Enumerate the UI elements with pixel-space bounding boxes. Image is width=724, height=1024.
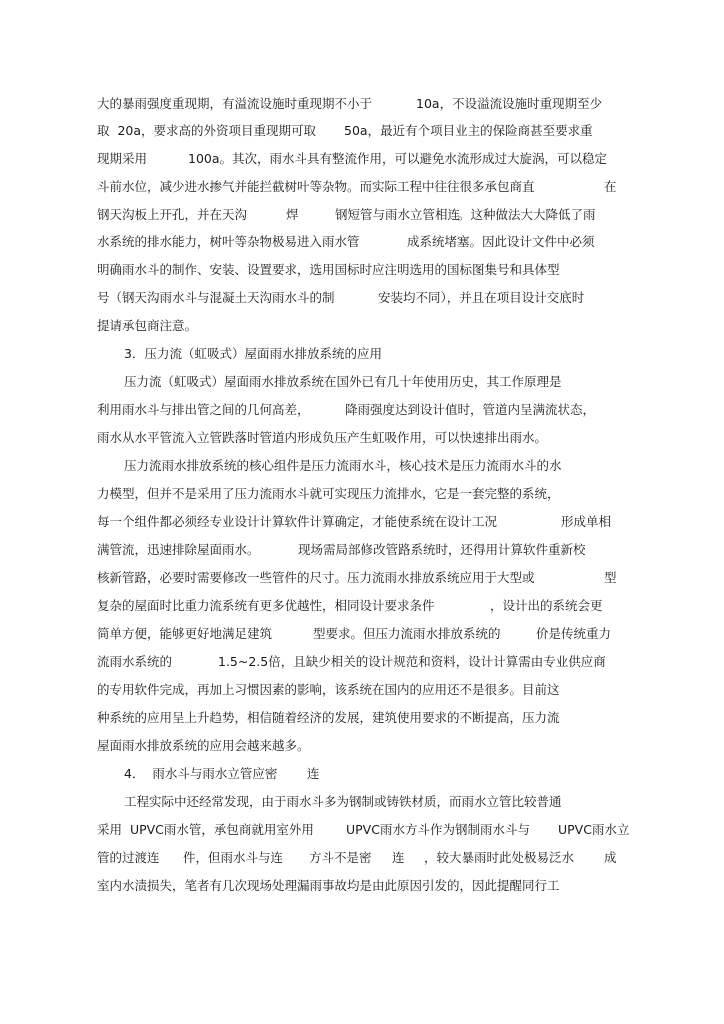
text-segment: 核新管路，必要时需要修改一些管件的尺寸。压力流雨水排放系统应用于大型或 — [97, 570, 535, 585]
text-segment: UPVC雨水方斗作为钢制雨水斗与 — [346, 822, 530, 837]
text-segment: 种系统的应用呈上升趋势，相信随着经济的发展，建筑使用要求的不断提高，压力流 — [97, 710, 560, 725]
text-segment: 斗前水位，减少进水掺气并能拦截树叶等杂物。而实际工程中往往很多承包商直 — [97, 179, 535, 194]
text-segment: 现场需局部修改管路系统时，还得用计算软件重新校 — [298, 542, 586, 557]
text-segment: 成 — [604, 850, 617, 865]
text-segment: 压力流（虹吸式）屋面雨水排放系统在国外已有几十年使用历史，其工作原理是 — [124, 374, 562, 389]
text-segment: 简单方便，能够更好地满足建筑 — [97, 626, 273, 641]
text-line — [0, 284, 724, 311]
text-segment: 10a，不设溢流设施时重现期至少 — [416, 96, 603, 111]
text-segment: 100a。其次，雨水斗具有整流作用，可以避免水流形成过大旋涡，可以稳定 — [188, 151, 608, 166]
text-segment: 钢天沟板上开孔，并在天沟 — [97, 207, 248, 222]
text-line — [0, 620, 724, 647]
text-line — [0, 368, 724, 395]
text-segment: 复杂的屋面时比重力流系统有更多优越性，相同设计要求条件 — [97, 598, 435, 613]
text-line — [0, 676, 724, 703]
text-segment: 型要求。但压力流雨水排放系统的 — [313, 626, 501, 641]
section-heading — [0, 760, 724, 787]
text-segment: 在 — [604, 179, 617, 194]
text-line — [0, 145, 724, 172]
text-line — [0, 788, 724, 815]
text-segment: 现期采用 — [97, 151, 148, 166]
text-segment: ，较大暴雨时此处极易泛水 — [424, 850, 575, 865]
text-line — [0, 173, 724, 200]
text-segment: 3．压力流（虹吸式）屋面雨水排放系统的应用 — [124, 346, 382, 361]
text-segment: 件，但雨水斗与连 — [183, 850, 284, 865]
text-segment: 水系统的排水能力，树叶等杂物极易进入雨水管 — [97, 234, 360, 249]
text-line — [0, 452, 724, 479]
text-segment: 流雨水系统的 — [97, 654, 173, 669]
text-segment: 50a，最近有个项目业主的保险商甚至要求重 — [344, 123, 593, 138]
text-segment: 管的过渡连 — [97, 850, 160, 865]
text-segment: 压力流雨水排放系统的核心组件是压力流雨水斗，核心技术是压力流雨水斗的水 — [124, 458, 562, 473]
text-segment: 大的暴雨强度重现期，有溢流设施时重现期不小于 — [97, 96, 373, 111]
text-segment: 满管流，迅速排除屋面雨水。 — [97, 542, 260, 557]
text-segment: ，设计出的系统会更 — [490, 598, 603, 613]
text-line — [0, 480, 724, 507]
text-segment: 的专用软件完成，再加上习惯因素的影响，该系统在国内的应用还不是很多。目前这 — [97, 682, 560, 697]
text-line — [0, 90, 724, 117]
text-segment: 室内水渍损失，笔者有几次现场处理漏雨事故均是由此原因引发的，因此提醒同行工 — [97, 878, 560, 893]
text-segment: 1.5~2.5倍，且缺少相关的设计规范和资料，设计计算需由专业供应商 — [218, 654, 606, 669]
text-line — [0, 117, 724, 144]
text-segment: 形成单相 — [561, 514, 612, 529]
text-line — [0, 508, 724, 535]
text-line — [0, 732, 724, 759]
text-line — [0, 872, 724, 899]
text-line — [0, 536, 724, 563]
text-segment: 连 — [392, 850, 405, 865]
text-line — [0, 844, 724, 871]
text-segment: 。这种做法大大降低了雨 — [458, 207, 596, 222]
text-segment: 钢短管与雨水立管相连 — [335, 207, 461, 222]
text-segment: 取 20a，要求高的外资项目重现期可取 — [97, 123, 317, 138]
text-segment: 力模型，但并不是采用了压力流雨水斗就可实现压力流排水，它是一套完整的系统， — [97, 486, 560, 501]
text-line — [0, 396, 724, 423]
text-line — [0, 648, 724, 675]
text-segment: 焊 — [286, 207, 299, 222]
text-segment: 方斗不是密 — [309, 850, 372, 865]
text-segment: 号（钢天沟雨水斗与混凝土天沟雨水斗的制 — [97, 290, 335, 305]
text-segment: 雨水从水平管流入立管跌落时管道内形成负压产生虹吸作用，可以快速排出雨水。 — [97, 430, 548, 445]
text-line — [0, 564, 724, 591]
section-heading — [0, 340, 724, 367]
text-segment: 连 — [307, 766, 320, 781]
text-segment: UPVC雨水立 — [558, 822, 630, 837]
text-line — [0, 424, 724, 451]
text-segment: 成系统堵塞。因此设计文件中必须 — [407, 234, 595, 249]
text-segment: 明确雨水斗的制作、安装、设置要求，选用国标时应注明选用的国标图集号和具体型 — [97, 262, 560, 277]
text-segment: 安装均不同），并且在项目设计交底时 — [378, 290, 585, 305]
text-segment: 屋面雨水排放系统的应用会越来越多。 — [97, 738, 310, 753]
text-segment: 型 — [604, 570, 617, 585]
text-segment: 价是传统重力 — [536, 626, 612, 641]
text-line — [0, 592, 724, 619]
text-line — [0, 201, 724, 228]
text-segment: 提请承包商注意。 — [97, 318, 198, 333]
text-segment: 工程实际中还经常发现，由于雨水斗多为钢制或铸铁材质，而雨水立管比较普通 — [124, 794, 562, 809]
text-line — [0, 312, 724, 339]
text-line — [0, 228, 724, 255]
text-line — [0, 816, 724, 843]
text-segment: 降雨强度达到设计值时，管道内呈满流状态， — [345, 402, 596, 417]
text-segment: 4． 雨水斗与雨水立管应密 — [124, 766, 278, 781]
text-line — [0, 256, 724, 283]
text-segment: 每一个组件都必须经专业设计计算软件计算确定，才能使系统在设计工况 — [97, 514, 498, 529]
text-segment: 利用雨水斗与排出管之间的几何高差， — [97, 402, 310, 417]
text-line — [0, 704, 724, 731]
text-segment: 采用 UPVC雨水管，承包商就用室外用 — [97, 822, 314, 837]
